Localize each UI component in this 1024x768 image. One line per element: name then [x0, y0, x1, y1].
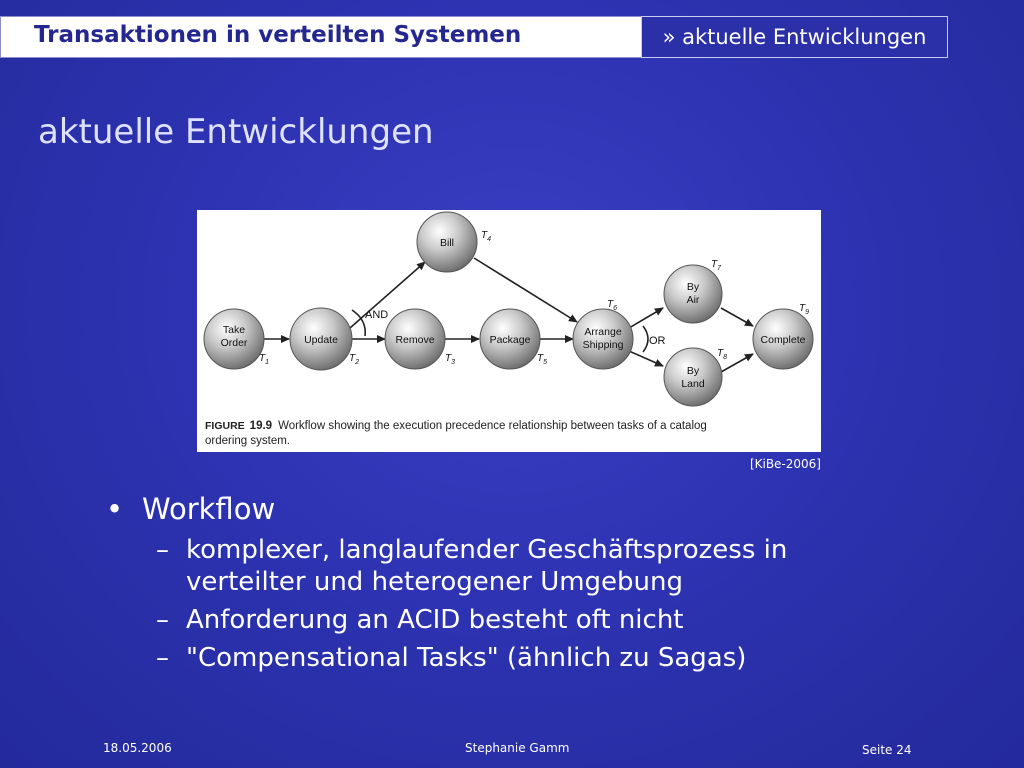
- dash-symbol: –: [156, 643, 169, 673]
- node-label: Arrange: [584, 326, 622, 338]
- footer-page-number: Seite 24: [862, 743, 912, 757]
- node-label: Shipping: [582, 339, 624, 351]
- bullet-symbol: •: [106, 492, 124, 526]
- citation: [KiBe-2006]: [749, 457, 821, 471]
- task-label: $T_3$: [445, 353, 456, 366]
- node-arrange-shipping: [573, 299, 633, 369]
- node-label: Take: [222, 324, 246, 336]
- node-bill: [417, 212, 491, 272]
- edge-by-air-complete: [721, 308, 753, 326]
- node-label: Land: [681, 378, 705, 390]
- bullet-list: [100, 490, 860, 674]
- task-label: $T_9$: [799, 303, 810, 316]
- task-label: $T_4$: [481, 230, 492, 243]
- node-label: Order: [220, 337, 248, 349]
- figure-caption: FIGURE 19.9 Workflow showing the execution precedence relationship between tasks of a catalog: [205, 420, 707, 432]
- footer-author: Stephanie Gamm: [465, 741, 570, 755]
- and-label: AND: [365, 309, 389, 321]
- task-label: $T_7$: [711, 259, 722, 272]
- bullet-workflow: [100, 490, 860, 528]
- node-remove: [385, 309, 455, 369]
- task-label: $T_8$: [717, 348, 728, 361]
- node-package: [480, 309, 547, 369]
- node-label: Air: [686, 294, 700, 306]
- edge-arrange-by-air: [629, 308, 663, 328]
- sub-bullet-line: komplexer, langlaufender Geschäftsprozess in: [186, 535, 788, 565]
- task-label: $T_6$: [607, 299, 618, 312]
- dash-symbol: –: [156, 605, 169, 635]
- node-label: Remove: [395, 334, 435, 346]
- presentation-title: Transaktionen in verteilten Systemen: [34, 22, 522, 48]
- node-by-land: [664, 348, 727, 406]
- sub-bullet-line: "Compensational Tasks" (ähnlich zu Sagas): [186, 643, 747, 673]
- figure-caption-line2: ordering system.: [205, 435, 291, 447]
- node-label: Update: [304, 334, 338, 346]
- node-label: By: [686, 281, 700, 293]
- sub-bullet-1: [100, 534, 860, 598]
- edge-arrange-by-land: [629, 351, 663, 366]
- node-label: Bill: [439, 237, 455, 249]
- workflow-figure: [197, 210, 821, 452]
- dash-symbol: –: [156, 535, 169, 565]
- node-complete: [753, 303, 813, 369]
- node-by-air: [664, 259, 722, 323]
- and-arc: [352, 310, 365, 336]
- node-update: [290, 308, 359, 370]
- sub-bullet-line: Anforderung an ACID besteht oft nicht: [186, 605, 684, 635]
- node-label: By: [686, 365, 700, 377]
- sub-bullet-line: verteilter und heterogener Umgebung: [186, 567, 684, 597]
- task-label: $T_5$: [537, 353, 548, 366]
- node-label: Package: [489, 334, 531, 346]
- sub-bullet-3: [100, 642, 860, 674]
- node-label: Complete: [760, 334, 806, 346]
- section-indicator: » aktuelle Entwicklungen: [641, 16, 948, 58]
- task-label: $T_2$: [349, 353, 360, 366]
- or-arc: [643, 326, 648, 352]
- node-take-order: [204, 309, 269, 369]
- footer-date: 18.05.2006: [103, 741, 172, 755]
- bullet-text: Workflow: [142, 492, 276, 526]
- or-label: OR: [649, 335, 666, 347]
- page-title: aktuelle Entwicklungen: [38, 112, 434, 152]
- workflow-diagram: [197, 210, 821, 452]
- sub-bullet-2: [100, 604, 860, 636]
- edge-bill-arrange: [474, 258, 577, 322]
- task-label: $T_1$: [259, 353, 270, 366]
